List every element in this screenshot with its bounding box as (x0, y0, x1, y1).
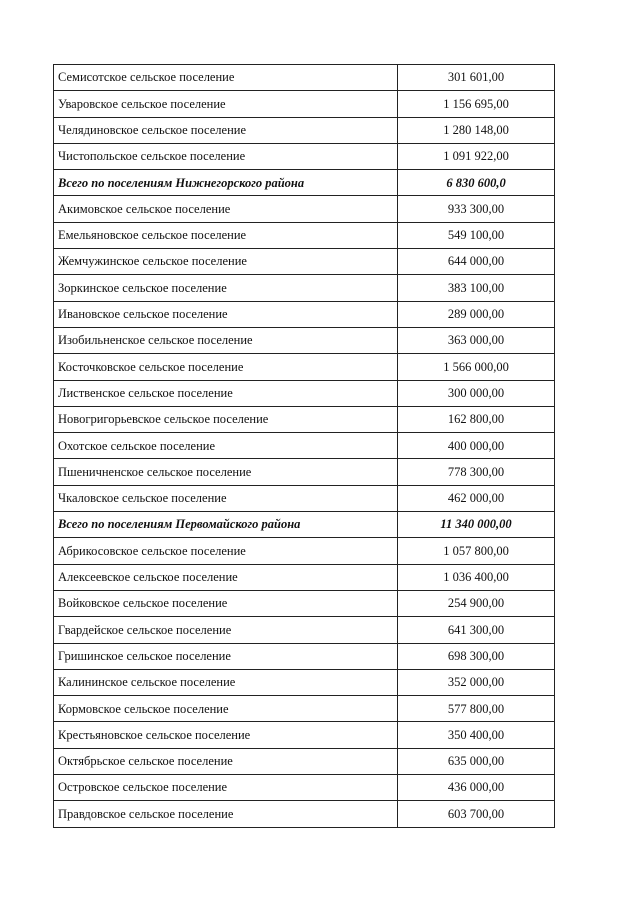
amount-cell: 641 300,00 (398, 617, 555, 643)
amount-cell: 1 566 000,00 (398, 354, 555, 380)
table-row-total (54, 512, 555, 538)
amount-cell: 400 000,00 (398, 433, 555, 459)
table-row (54, 327, 555, 353)
settlement-name-cell: Емельяновское сельское поселение (54, 222, 398, 248)
amount-cell: 778 300,00 (398, 459, 555, 485)
settlement-name-cell: Калининское сельское поселение (54, 669, 398, 695)
table-row (54, 722, 555, 748)
table-row (54, 748, 555, 774)
amount-cell: 300 000,00 (398, 380, 555, 406)
amount-cell: 462 000,00 (398, 485, 555, 511)
settlement-name-cell: Правдовское сельское поселение (54, 801, 398, 827)
settlement-name-cell: Лиственское сельское поселение (54, 380, 398, 406)
settlement-name-cell: Зоркинское сельское поселение (54, 275, 398, 301)
settlement-name-cell: Ивановское сельское поселение (54, 301, 398, 327)
settlement-name-cell: Чистопольское сельское поселение (54, 143, 398, 169)
table-row (54, 222, 555, 248)
settlement-name-cell: Войковское сельское поселение (54, 590, 398, 616)
settlement-name-cell: Кормовское сельское поселение (54, 696, 398, 722)
amount-cell: 1 036 400,00 (398, 564, 555, 590)
amount-cell: 644 000,00 (398, 249, 555, 275)
amount-cell: 549 100,00 (398, 222, 555, 248)
amount-cell: 635 000,00 (398, 748, 555, 774)
amount-cell: 301 601,00 (398, 65, 555, 91)
table-row (54, 433, 555, 459)
settlement-name-cell: Акимовское сельское поселение (54, 196, 398, 222)
settlement-name-cell: Алексеевское сельское поселение (54, 564, 398, 590)
total-label-cell: Всего по поселениям Первомайского района (54, 512, 398, 538)
settlement-name-cell: Челядиновское сельское поселение (54, 117, 398, 143)
table-row (54, 143, 555, 169)
settlement-name-cell: Пшеничненское сельское поселение (54, 459, 398, 485)
total-amount-cell: 11 340 000,00 (398, 512, 555, 538)
table-row (54, 459, 555, 485)
amount-cell: 577 800,00 (398, 696, 555, 722)
amount-cell: 383 100,00 (398, 275, 555, 301)
settlement-name-cell: Изобильненское сельское поселение (54, 327, 398, 353)
table-row (54, 354, 555, 380)
settlements-table (53, 64, 555, 828)
table-row (54, 696, 555, 722)
amount-cell: 1 091 922,00 (398, 143, 555, 169)
amount-cell: 350 400,00 (398, 722, 555, 748)
amount-cell: 603 700,00 (398, 801, 555, 827)
table-row (54, 380, 555, 406)
table-row (54, 485, 555, 511)
table-row (54, 775, 555, 801)
amount-cell: 363 000,00 (398, 327, 555, 353)
amount-cell: 436 000,00 (398, 775, 555, 801)
table-row (54, 669, 555, 695)
settlement-name-cell: Уваровское сельское поселение (54, 91, 398, 117)
table-row (54, 406, 555, 432)
amount-cell: 933 300,00 (398, 196, 555, 222)
table-row (54, 117, 555, 143)
settlement-name-cell: Чкаловское сельское поселение (54, 485, 398, 511)
settlement-name-cell: Семисотское сельское поселение (54, 65, 398, 91)
total-amount-cell: 6 830 600,0 (398, 170, 555, 196)
settlement-name-cell: Островское сельское поселение (54, 775, 398, 801)
settlement-name-cell: Октябрьское сельское поселение (54, 748, 398, 774)
settlement-name-cell: Гришинское сельское поселение (54, 643, 398, 669)
settlement-name-cell: Абрикосовское сельское поселение (54, 538, 398, 564)
table-body (54, 65, 555, 828)
total-label-cell: Всего по поселениям Нижнегорского района (54, 170, 398, 196)
amount-cell: 162 800,00 (398, 406, 555, 432)
amount-cell: 1 057 800,00 (398, 538, 555, 564)
table-row (54, 590, 555, 616)
table-row (54, 538, 555, 564)
settlement-name-cell: Жемчужинское сельское поселение (54, 249, 398, 275)
settlement-name-cell: Крестьяновское сельское поселение (54, 722, 398, 748)
table-row (54, 643, 555, 669)
settlement-name-cell: Гвардейское сельское поселение (54, 617, 398, 643)
amount-cell: 1 156 695,00 (398, 91, 555, 117)
table-row (54, 65, 555, 91)
table-row (54, 564, 555, 590)
amount-cell: 352 000,00 (398, 669, 555, 695)
table-row (54, 801, 555, 827)
amount-cell: 1 280 148,00 (398, 117, 555, 143)
table-row (54, 249, 555, 275)
table-row-total (54, 170, 555, 196)
settlement-name-cell: Косточковское сельское поселение (54, 354, 398, 380)
table-row (54, 275, 555, 301)
table-row (54, 91, 555, 117)
amount-cell: 254 900,00 (398, 590, 555, 616)
settlement-name-cell: Охотское сельское поселение (54, 433, 398, 459)
table-row (54, 196, 555, 222)
table-row (54, 617, 555, 643)
settlement-name-cell: Новогригорьевское сельское поселение (54, 406, 398, 432)
amount-cell: 289 000,00 (398, 301, 555, 327)
table-row (54, 301, 555, 327)
amount-cell: 698 300,00 (398, 643, 555, 669)
